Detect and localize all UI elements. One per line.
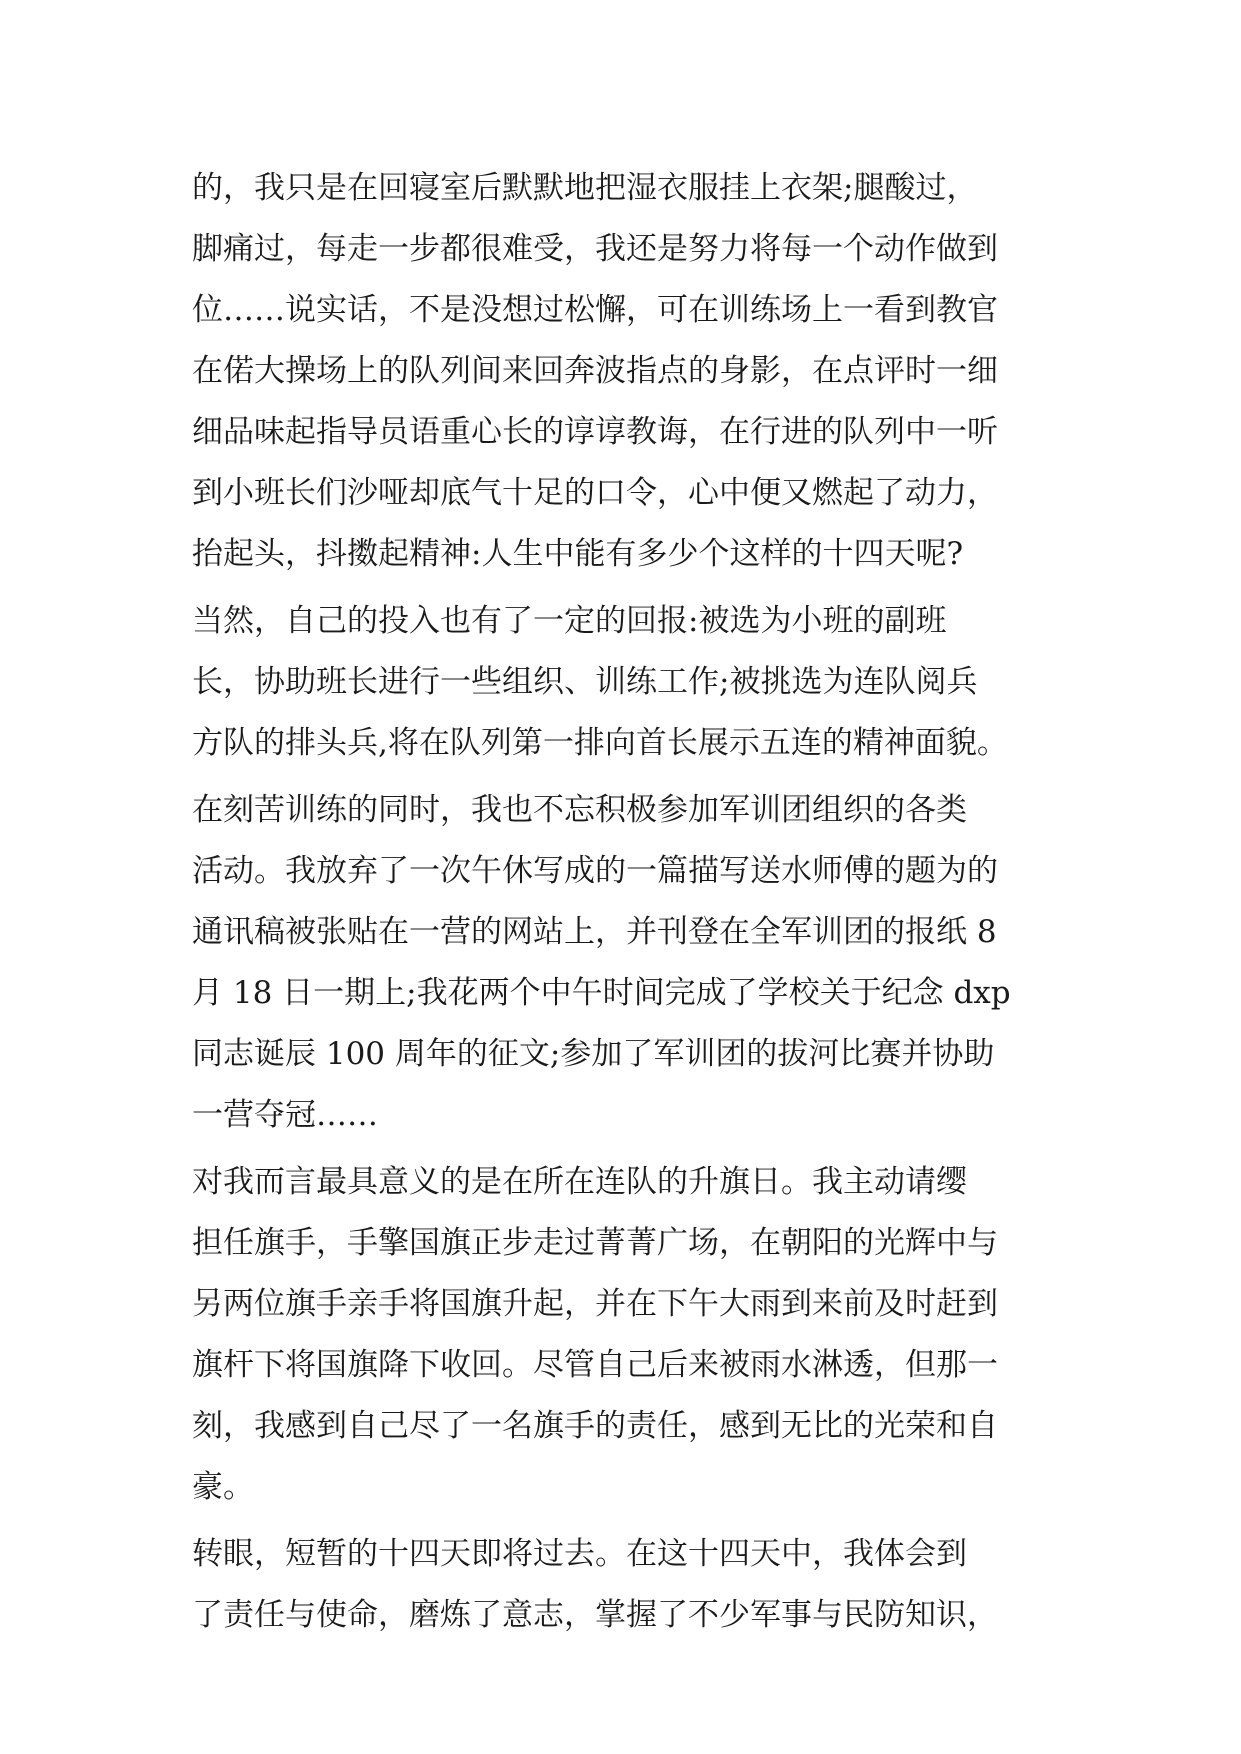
text-line: 在偌大操场上的队列间来回奔波指点的身影，在点评时一细 bbox=[192, 353, 998, 389]
text-line: 脚痛过，每走一步都很难受，我还是努力将每一个动作做到 bbox=[192, 231, 998, 267]
text-line: 一营夺冠…… bbox=[192, 1097, 378, 1133]
text-line: 对我而言最具意义的是在所在连队的升旗日。我主动请缨 bbox=[192, 1164, 967, 1200]
text-line: 月 18 日一期上;我花两个中午时间完成了学校关于纪念 dxp bbox=[192, 975, 1011, 1011]
text-line: 转眼，短暂的十四天即将过去。在这十四天中，我体会到 bbox=[192, 1536, 967, 1572]
text-line: 了责任与使命，磨炼了意志，掌握了不少军事与民防知识， bbox=[192, 1597, 998, 1633]
text-line: 位……说实话，不是没想过松懈，可在训练场上一看到教官 bbox=[192, 292, 998, 328]
text-line: 细品味起指导员语重心长的谆谆教诲，在行进的队列中一听 bbox=[192, 414, 998, 450]
text-line: 另两位旗手亲手将国旗升起，并在下午大雨到来前及时赶到 bbox=[192, 1286, 998, 1322]
document-body bbox=[192, 158, 1062, 1646]
text-line: 抬起头，抖擞起精神:人生中能有多少个这样的十四天呢? bbox=[192, 536, 964, 572]
text-line: 豪。 bbox=[192, 1469, 254, 1505]
text-line: 通讯稿被张贴在一营的网站上，并刊登在全军训团的报纸 8 bbox=[192, 914, 997, 950]
text-line: 长，协助班长进行一些组织、训练工作;被挑选为连队阅兵 bbox=[192, 664, 978, 700]
text-line: 在刻苦训练的同时，我也不忘积极参加军训团组织的各类 bbox=[192, 792, 967, 828]
text-line: 旗杆下将国旗降下收回。尽管自己后来被雨水淋透，但那一 bbox=[192, 1347, 998, 1383]
paragraph-3 bbox=[192, 780, 1062, 1146]
text-line: 担任旗手，手擎国旗正步走过菁菁广场，在朝阳的光辉中与 bbox=[192, 1225, 998, 1261]
paragraph-2 bbox=[192, 591, 1062, 774]
paragraph-5 bbox=[192, 1524, 1062, 1646]
text-line: 刻，我感到自己尽了一名旗手的责任，感到无比的光荣和自 bbox=[192, 1408, 998, 1444]
paragraph-1 bbox=[192, 158, 1062, 585]
text-line: 活动。我放弃了一次午休写成的一篇描写送水师傅的题为的 bbox=[192, 853, 998, 889]
paragraph-4 bbox=[192, 1152, 1062, 1518]
text-line: 方队的排头兵,将在队列第一排向首长展示五连的精神面貌。 bbox=[192, 725, 1008, 761]
text-line: 当然，自己的投入也有了一定的回报:被选为小班的副班 bbox=[192, 603, 947, 639]
text-line: 的，我只是在回寝室后默默地把湿衣服挂上衣架;腿酸过， bbox=[192, 170, 978, 206]
text-line: 同志诞辰 100 周年的征文;参加了军训团的拔河比赛并协助 bbox=[192, 1036, 995, 1072]
text-line: 到小班长们沙哑却底气十足的口令，心中便又燃起了动力， bbox=[192, 475, 998, 511]
